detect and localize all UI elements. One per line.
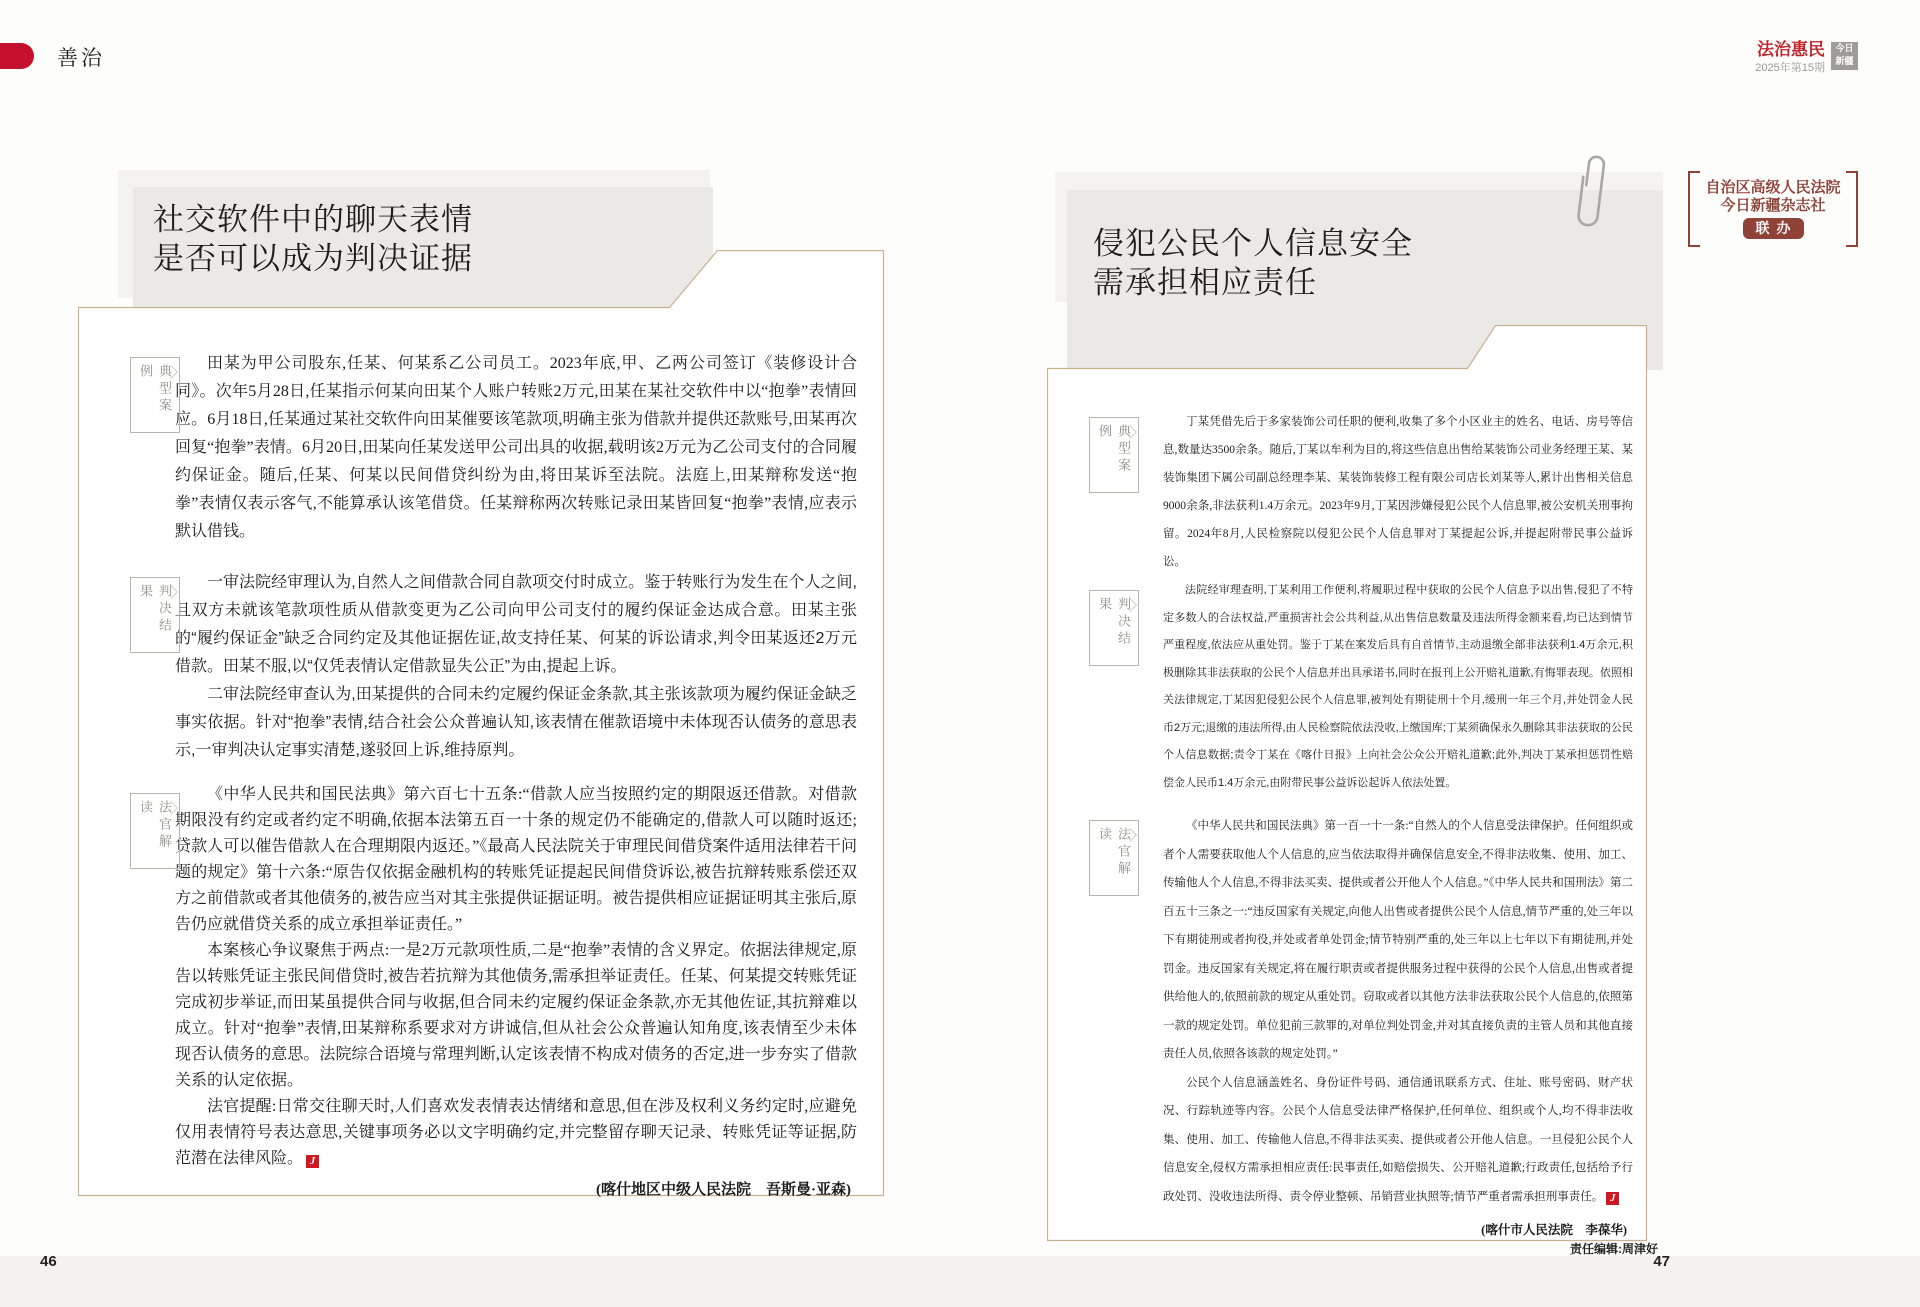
article-endmark-icon: J [1606, 1192, 1619, 1205]
paragraph: 本案核心争议聚焦于两点:一是2万元款项性质,二是“抱拳”表情的含义界定。依据法律规定,原告以转账凭证主张民间借贷时,被告若抗辩为其他债务,需承担举证责任。任某、何某提交转账凭证完成初步举证,而田某虽提供合同与收据,但合同未约定履约保证金条款,亦无其他佐证,其抗辩难以成立。针对“抱拳”表情,田某辩称系要求对方讲诚信,但从社会公众普遍认知角度,该表情至少未体现否认债务的意思。法院综合语境与常理判断,认定该表情不构成对债务的否定,进一步夯实了借款关系的认定依据。 [175, 942, 857, 1089]
paragraph: 丁某凭借先后于多家装饰公司任职的便利,收集了多个小区业主的姓名、电话、房号等信息,数量达3500余条。随后,丁某以牟利为目的,将这些信息出售给某装饰公司业务经理王某、某装饰集团下属公司副总经理李某、某装饰装修工程有限公司店长刘某等人,累计出售相关信息9000余条,非法获利1.4万余元。2023年9月,丁某因涉嫌侵犯公民个人信息罪,被公安机关刑事拘留。2024年8月,人民检察院以侵犯公民个人信息罪对丁某提起公诉,并提起附带民事公益诉讼。 [1163, 416, 1633, 568]
badge-right-bracket [1846, 171, 1858, 247]
editor-credit: 责任编辑:周津好 [1570, 1242, 1658, 1256]
section-label-text: 判决结果 [1089, 590, 1139, 666]
masthead-issue: 2025年第15期 [1755, 62, 1825, 74]
left-label-judgment-result [130, 577, 180, 653]
section-label-text: 法官解读 [130, 793, 180, 869]
paragraph: 一审法院经审理认为,自然人之间借款合同自款项交付时成立。鉴于转账行为发生在个人之间,且双方未就该笔款项性质从借款变更为乙公司向甲公司支付的履约保证金达成合意。田某主张的“履约保证金”缺乏合同约定及其他证据佐证,故支持任某、何某的诉讼请求,判令田某返还2万元借款。田某不服,以“仅凭表情认定借款显失公正”为由,提起上诉。 [175, 574, 857, 675]
left-attribution: (喀什地区中级人民法院 吾斯曼·亚森) [596, 1182, 851, 1198]
badge-line2: 今日新疆杂志社 [1720, 197, 1826, 214]
article-endmark-icon: J [306, 1155, 319, 1168]
left-label-judge-interpretation [130, 793, 180, 869]
badge-pill: 联办 [1743, 218, 1804, 239]
section-label-text: 法官解读 [1089, 820, 1139, 896]
section-label-text: 典型案例 [130, 357, 180, 433]
bottom-band [0, 1256, 1920, 1307]
right-label-judgment-result [1089, 590, 1139, 666]
right-article-title-line2: 需承担相应责任 [1093, 265, 1317, 300]
right-judgment-result-body [1163, 577, 1633, 797]
left-label-typical-case [130, 357, 180, 433]
paragraph-text: 公民个人信息涵盖姓名、身份证件号码、通信通讯联系方式、住址、账号密码、财产状况、行踪轨迹等内容。公民个人信息受法律严格保护,任何单位、组织或个人,均不得非法收集、使用、加工、传输他人信息,不得非法买卖、提供或者公开他人信息。一旦侵犯公民个人信息安全,侵权方需承担相应责任:民事责任,如赔偿损失、公开赔礼道歉;行政责任,包括给予行政处罚、没收违法所得、责令停业整顿、吊销营业执照等;情节严重者需承担刑事责任。 [1163, 1076, 1633, 1203]
right-typical-case-body [1163, 408, 1633, 576]
paragraph: 《中华人民共和国民法典》第六百七十五条:“借款人应当按照约定的期限返还借款。对借款期限没有约定或者约定不明确,依据本法第五百一十条的规定仍不能确定的,借款人可以随时返还;贷款人可以催告借款人在合理期限内返还。”《最高人民法院关于审理民间借贷案件适用法律若干问题的规定》第十六条:“原告仅依据金融机构的转账凭证提起民间借贷诉讼,被告抗辩转账系偿还双方之前借款或者其他债务的,被告应当对其主张提供证据证明。被告提供相应证据证明其主张后,原告仍应就借贷关系的成立承担举证责任。” [175, 786, 857, 933]
right-attribution: (喀什市人民法院 李葆华) [1481, 1223, 1627, 1237]
page-number-left: 46 [40, 1253, 57, 1270]
right-label-judge-interpretation [1089, 820, 1139, 896]
left-article-title-line1: 社交软件中的聊天表情 [153, 202, 473, 237]
badge-line1: 自治区高级人民法院 [1705, 179, 1841, 196]
page-number-right: 47 [1653, 1253, 1670, 1270]
left-article-title [153, 200, 713, 278]
paragraph [175, 1094, 857, 1172]
paragraph [1163, 1069, 1633, 1212]
magazine-logo-line2: 新疆 [1835, 56, 1854, 66]
right-judge-interpretation-body [1163, 812, 1633, 1245]
paragraph: 二审法院经审查认为,田某提供的合同未约定履约保证金条款,其主张该款项为履约保证金缺乏事实依据。针对“抱拳”表情,结合社会公众普遍认知,该表情在催款语境中未体现否认债务的意思表示,一审判决认定事实清楚,遂驳回上诉,维持原判。 [175, 686, 857, 759]
section-red-tab [0, 43, 34, 69]
paragraph: 法院经审理查明,丁某利用工作便利,将履职过程中获取的公民个人信息予以出售,侵犯了不特定多数人的合法权益,严重损害社会公共利益,从出售信息数量及违法所得金额来看,均已达到情节严重程度,依法应从重处罚。鉴于丁某在案发后具有自首情节,主动退缴全部非法获利1.4万余元,积极删除其非法获取的公民个人信息并出具承诺书,同时在报刊上公开赔礼道歉,有悔罪表现。依照相关法律规定,丁某因犯侵犯公民个人信息罪,被判处有期徒刑十个月,缓刑一年三个月,并处罚金人民币2万元;退缴的违法所得,由人民检察院依法没收,上缴国库;丁某须确保永久删除其非法获取的公民个人信息数据;责令丁某在《喀什日报》上向社会公众公开赔礼道歉;此外,判决丁某承担惩罚性赔偿金人民币1.4万余元,由附带民事公益诉讼起诉人依法处置。 [1163, 584, 1633, 789]
co-organizer-badge [1688, 171, 1858, 247]
section-tab-label: 善治 [57, 46, 105, 70]
right-label-typical-case [1089, 417, 1139, 493]
left-typical-case-body [175, 350, 857, 546]
left-judge-interpretation-body [175, 782, 857, 1203]
paragraph: 《中华人民共和国民法典》第一百一十一条:“自然人的个人信息受法律保护。任何组织或者个人需要获取他人个人信息的,应当依法取得并确保信息安全,不得非法收集、使用、加工、传输他人个人信息,不得非法买卖、提供或者公开他人个人信息。”《中华人民共和国刑法》第二百五十三条之一:“违反国家有关规定,向他人出售或者提供公民个人信息,情节严重的,处三年以下有期徒刑或者拘役,并处或者单处罚金;情节特别严重的,处三年以上七年以下有期徒刑,并处罚金。违反国家有关规定,将在履行职责或者提供服务过程中获得的公民个人信息,出售或者提供给他人的,依照前款的规定从重处罚。窃取或者以其他方法非法获取公民个人信息的,依照第一款的规定处罚。单位犯前三款罪的,对单位判处罚金,并对其直接负责的主管人员和其他直接责任人员,依照各该款的规定处罚。” [1163, 820, 1633, 1060]
paragraph: 田某为甲公司股东,任某、何某系乙公司员工。2023年底,甲、乙两公司签订《装修设计合同》。次年5月28日,任某指示何某向田某个人账户转账2万元,田某在某社交软件中以“抱拳”表情回应。6月18日,任某通过某社交软件向田某催要该笔款项,明确主张为借款并提供还款账号,田某再次回复“抱拳”表情。6月20日,田某向任某发送甲公司出具的收据,载明该2万元为乙公司支付的合同履约保证金。随后,任某、何某以民间借贷纠纷为由,将田某诉至法院。法庭上,田某辩称发送“抱拳”表情仅表示客气,不能算承认该笔借贷。任某辩称两次转账记录田某皆回复“抱拳”表情,应表示默认借钱。 [175, 355, 857, 540]
right-article-title [1093, 224, 1573, 302]
left-article-title-line2: 是否可以成为判决证据 [153, 241, 473, 276]
left-judgment-result-body [175, 569, 857, 765]
section-label-text: 判决结果 [130, 577, 180, 653]
right-article-title-line1: 侵犯公民个人信息安全 [1093, 226, 1413, 261]
badge-left-bracket [1688, 171, 1700, 247]
paragraph-text: 法官提醒:日常交往聊天时,人们喜欢发表情表达情绪和意思,但在涉及权利义务约定时,应避免仅用表情符号表达意思,关键事项务必以文字明确约定,并完整留存聊天记录、转账凭证等证据,防范潜在法律风险。 [175, 1098, 857, 1167]
magazine-logo [1831, 42, 1858, 70]
masthead-title: 法治惠民 [1757, 40, 1825, 59]
magazine-logo-line1: 今日 [1835, 43, 1854, 53]
section-label-text: 典型案例 [1089, 417, 1139, 493]
